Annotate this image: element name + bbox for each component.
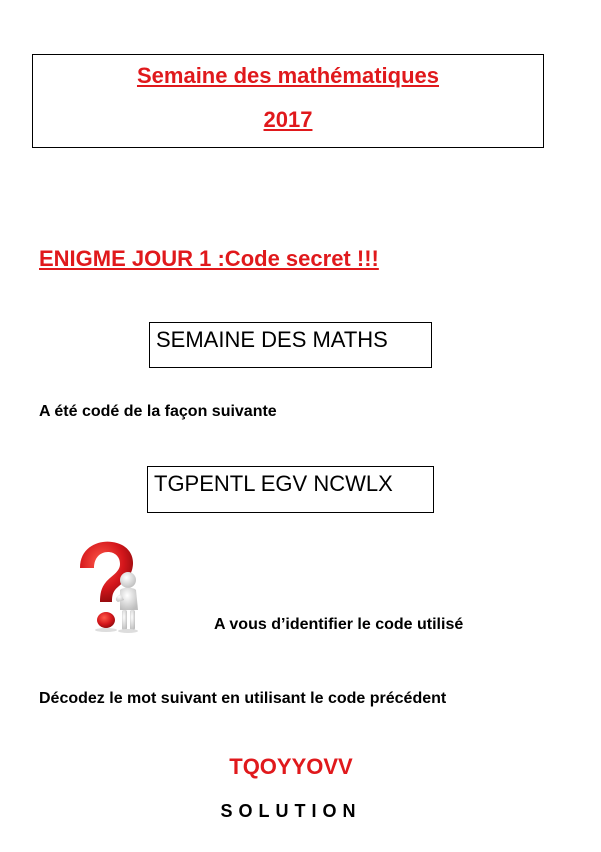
prompt-text: A vous d’identifier le code utilisé — [214, 616, 464, 633]
plain-text-box: SEMAINE DES MATHS — [149, 322, 432, 368]
coded-text-box: TGPENTL EGV NCWLX — [147, 466, 434, 513]
intro-text: A été codé de la façon suivante — [39, 403, 277, 420]
word-to-decode: TQOYYOVV — [229, 754, 353, 779]
instruction-text: Décodez le mot suivant en utilisant le code précédent — [39, 690, 447, 707]
title-line: Semaine des mathématiques — [136, 63, 439, 88]
title-box — [32, 54, 544, 148]
enigme-heading: ENIGME JOUR 1 :Code secret !!! — [39, 246, 379, 271]
question-mark-figure-icon — [70, 538, 150, 638]
title-year: 2017 — [263, 107, 313, 132]
solution-label: SOLUTION — [220, 801, 362, 821]
